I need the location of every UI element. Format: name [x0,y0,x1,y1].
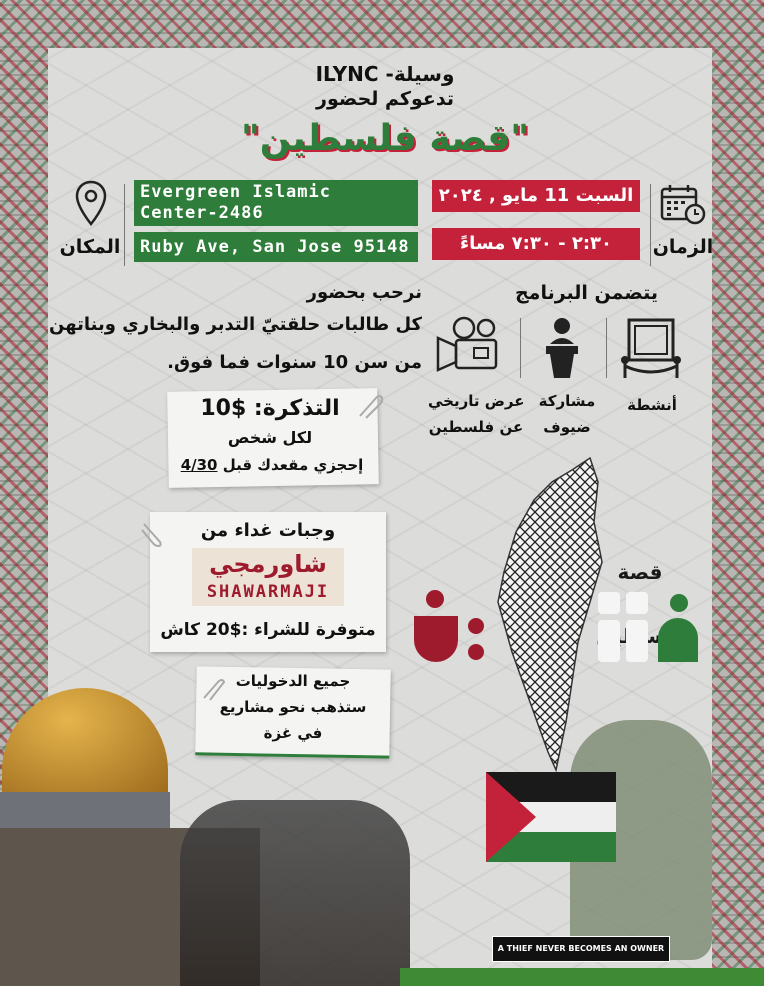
location-pin-icon [74,180,108,228]
program-heading: يتضمن البرنامج [514,282,658,304]
ticket-per-person: لكل شخص [227,428,313,447]
program-item-guests-line2: ضيوف [543,418,591,436]
ticket-price: التذكرة: $10 [200,396,340,421]
reserve-line [172,456,372,474]
address-line2: Ruby Ave, San Jose 95148 [134,232,418,262]
logo-red-dot-2 [468,618,484,634]
logo-red-dot-3 [468,644,484,660]
welcome-heading: نرحب بحضور [306,282,422,303]
program-item-history-line2: عن فلسطين [428,418,524,436]
logo-shapes [412,588,702,674]
event-title: "قصة فلسطين" [241,118,529,159]
speaker-icon [540,316,584,380]
flag-illustration [486,772,616,862]
reserve-prefix: إحجزي مقعدك قبل [222,456,364,474]
proceeds-line3: في غزة [263,724,323,742]
logo-white-block-2 [626,592,648,614]
logo-white-block-1 [598,592,620,614]
welcome-line1: كل طالبات حلقتيّ التدبر والبخاري وبناتهن [49,314,422,335]
lunch-price: متوفرة للشراء :$20 كاش [160,620,376,640]
logo-text: قصة [617,560,663,584]
logo-white-block-3 [598,620,620,662]
flag-red-triangle [486,772,536,862]
reserve-date: 4/30 [180,456,218,474]
welcome-line2: من سن 10 سنوات فما فوق. [167,352,422,373]
dome-golden [2,688,168,796]
shawarmaji-logo-ar: شاورمجي [209,550,327,578]
grass-strip [400,968,764,986]
paperclip-icon [356,392,384,420]
shawarmaji-logo-en: SHAWARMAJI [206,582,330,602]
calendar-clock-icon [660,184,706,226]
program-divider-1 [606,318,607,378]
footer-banner: A THIEF NEVER BECOMES AN OWNER [492,936,670,962]
logo-white-block-4 [626,620,648,662]
place-label: المكان [59,236,121,258]
people-illustration [180,800,410,986]
logo-red-bowl [414,616,458,662]
time-divider [650,184,651,266]
proceeds-line2: ستذهب نحو مشاريع [219,698,367,716]
program-item-guests-line1: مشاركة [538,392,596,410]
invite-line: تدعوكم لحضور [316,88,454,110]
lunch-heading: وجبات غداء من [200,520,336,541]
logo-red-dot [426,590,444,608]
logo-green-block [658,618,698,662]
stage-icon [617,316,685,380]
shawarmaji-logo [192,548,344,606]
logo-green-dot [670,594,688,612]
program-item-activities: أنشطة [627,396,677,414]
address-line1: Evergreen Islamic Center-2486 [134,180,418,226]
place-divider [124,184,125,266]
proceeds-line1: جميع الدخوليات [235,672,351,690]
program-item-history-line1: عرض تاريخي [428,392,525,410]
dome-drum [0,792,170,828]
event-hours: ٢:٣٠ - ٧:٣٠ مساءً [432,228,640,260]
event-date: السبت 11 مايو , ٢٠٢٤ [432,180,640,212]
program-divider-2 [520,318,521,378]
org-line: وسيلة- ILYNC [315,62,455,86]
time-label: الزمان [652,236,714,258]
projector-icon [434,316,510,376]
